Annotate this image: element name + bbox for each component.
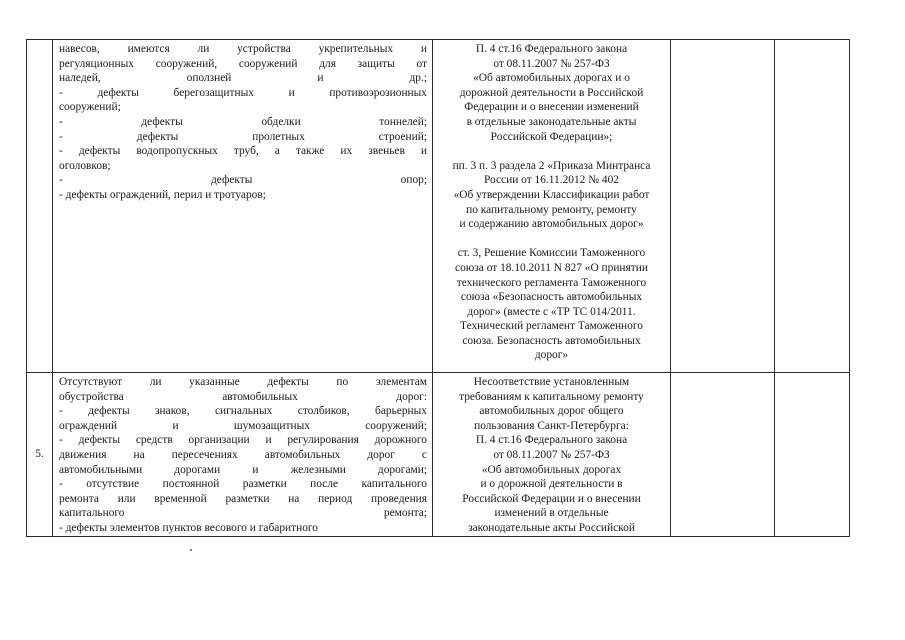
reference-line: от 08.11.2007 № 257-ФЗ — [493, 57, 610, 70]
requirement-line: - дефекты водопропускных труб, а также их звеньев и — [59, 145, 427, 158]
reference-line: Технический регламент Таможенного — [460, 320, 643, 333]
item-number — [27, 40, 53, 373]
reference-line: законодательные акты Российской — [468, 521, 635, 534]
requirement-line: - дефекты элементов пунктов весового и габаритного — [59, 521, 318, 534]
table-row — [27, 373, 850, 537]
reference-line: «Об утверждении Классификации работ — [453, 188, 650, 201]
reference-line: России от 16.11.2012 № 402 — [483, 174, 620, 187]
requirement-line: регуляционных сооружений, сооружений для защиты от — [59, 57, 427, 70]
reference-line: ст. 3, Решение Комиссии Таможенного — [457, 247, 646, 260]
reference-line: и о дорожной деятельности в — [480, 478, 623, 491]
reference-line: «Об автомобильных дорогах и о — [473, 72, 630, 85]
requirement-line: оголовков; — [59, 159, 111, 172]
reference-line: дорог» — [534, 349, 569, 362]
requirement-line: наледей, оползней и др.; — [59, 72, 427, 85]
reference-line: союза от 18.10.2011 N 827 «О принятии — [455, 261, 648, 274]
requirement-line: - дефекты берегозащитных и противоэрозионных — [59, 86, 427, 99]
item-number: 5. — [27, 373, 53, 537]
reference-line: технического регламента Таможенного — [456, 276, 647, 289]
stray-dot — [190, 549, 192, 551]
reference-line: от 08.11.2007 № 257-ФЗ — [493, 448, 610, 461]
reference-line: Федерации и о внесении изменений — [464, 101, 639, 114]
requirement-line: капитального ремонта; — [59, 507, 427, 520]
legal-reference — [433, 373, 671, 537]
reference-line: автомобильных дорог общего — [479, 405, 624, 418]
reference-line: дорог» (вместе с «ТР ТС 014/2011. — [467, 305, 636, 318]
reference-gap — [437, 144, 666, 159]
answer-cell-no[interactable] — [775, 373, 850, 537]
reference-line: требованиям к капитальному ремонту — [459, 390, 644, 403]
requirement-line: - дефекты пролетных строений; — [59, 130, 427, 143]
reference-gap — [437, 232, 666, 247]
requirement-line: обустройства автомобильных дорог: — [59, 390, 427, 403]
legal-reference — [433, 40, 671, 373]
requirement-line: - дефекты средств организации и регулирования дорожного — [59, 434, 427, 447]
reference-line: изменений в отдельные — [494, 507, 609, 520]
reference-line: П. 4 ст.16 Федерального закона — [475, 43, 628, 55]
requirement-line: - дефекты обделки тоннелей; — [59, 115, 427, 128]
requirement-line: Отсутствуют ли указанные дефекты по элементам — [59, 376, 427, 388]
requirement-line: - дефекты ограждений, перил и тротуаров; — [59, 188, 266, 201]
checklist-table — [26, 39, 850, 537]
requirement-line: ремонта или временной разметки на период проведения — [59, 492, 427, 505]
reference-line: «Об автомобильных дорогах — [481, 463, 622, 476]
requirement-line: - дефекты знаков, сигнальных столбиков, барьерных — [59, 405, 427, 418]
answer-cell-yes[interactable] — [671, 40, 775, 373]
reference-line: союза. Безопасность автомобильных — [462, 334, 641, 347]
checklist-body — [27, 40, 850, 537]
reference-line: в отдельные законодательные акты — [466, 115, 637, 128]
requirement-line: ограждений и шумозащитных сооружений; — [59, 419, 427, 432]
answer-cell-no[interactable] — [775, 40, 850, 373]
requirement-line: движения на пересечениях автомобильных дорог с — [59, 448, 427, 461]
requirement-text — [53, 373, 433, 537]
requirement-line: - отсутствие постоянной разметки после капитального — [59, 478, 427, 491]
reference-line: и содержанию автомобильных дорог» — [459, 218, 644, 231]
reference-line: Российской Федерации и о внесении — [462, 492, 641, 505]
answer-cell-yes[interactable] — [671, 373, 775, 537]
reference-line: Российской Федерации»; — [490, 130, 613, 143]
requirement-line: автомобильными дорогами и железными дорогами; — [59, 463, 427, 476]
reference-line: П. 4 ст.16 Федерального закона — [475, 434, 628, 447]
reference-line: пользования Санкт-Петербурга: — [474, 419, 629, 432]
requirement-line: сооружений; — [59, 101, 121, 114]
table-row — [27, 40, 850, 373]
reference-line: пп. 3 п. 3 раздела 2 «Приказа Минтранса — [452, 159, 651, 172]
reference-line: дорожной деятельности в Российской — [459, 86, 644, 99]
requirement-text — [53, 40, 433, 373]
requirement-line: - дефекты опор; — [59, 174, 427, 187]
reference-line: по капитальному ремонту, ремонту — [466, 203, 637, 216]
requirement-line: навесов, имеются ли устройства укрепительных и — [59, 43, 427, 55]
reference-line: Несоответствие установленным — [473, 376, 630, 388]
reference-line: союза «Безопасность автомобильных — [460, 291, 643, 304]
